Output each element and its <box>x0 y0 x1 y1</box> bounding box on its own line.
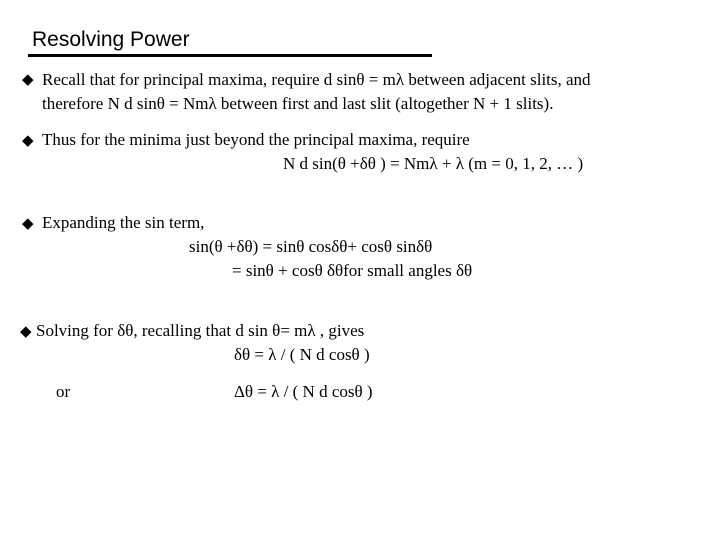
bullet4-line1: Solving for δθ, recalling that d sin θ= mλ , gives <box>36 321 365 340</box>
title-underline <box>28 54 432 57</box>
bullet4-equation1: δθ = λ / ( N d cosθ ) <box>234 345 370 364</box>
bullet1-line2: therefore N d sinθ = Nmλ between first and last slit (altogether N + 1 slits). <box>42 94 554 113</box>
bullet4-equation2: Δθ = λ / ( N d cosθ ) <box>234 382 373 401</box>
bullet3-equation1: sin(θ +δθ) = sinθ cosδθ+ cosθ sinδθ <box>189 237 433 256</box>
bullet-diamond-icon: ◆ <box>22 216 34 232</box>
bullet-diamond-icon: ◆ <box>22 133 34 149</box>
bullet3-equation2: = sinθ + cosθ δθfor small angles δθ <box>232 261 473 280</box>
bullet3-line1: Expanding the sin term, <box>42 213 205 232</box>
bullet2-line1: Thus for the minima just beyond the principal maxima, require <box>42 130 470 149</box>
bullet-diamond-icon: ◆ <box>20 324 32 340</box>
bullet-diamond-icon: ◆ <box>22 72 34 88</box>
slide-title: Resolving Power <box>32 28 190 51</box>
or-label: or <box>56 382 71 401</box>
bullet2-equation: N d sin(θ +δθ ) = Nmλ + λ (m = 0, 1, 2, … ) <box>283 154 584 173</box>
bullet1-line1: Recall that for principal maxima, require d sinθ = mλ between adjacent slits, and <box>42 70 591 89</box>
